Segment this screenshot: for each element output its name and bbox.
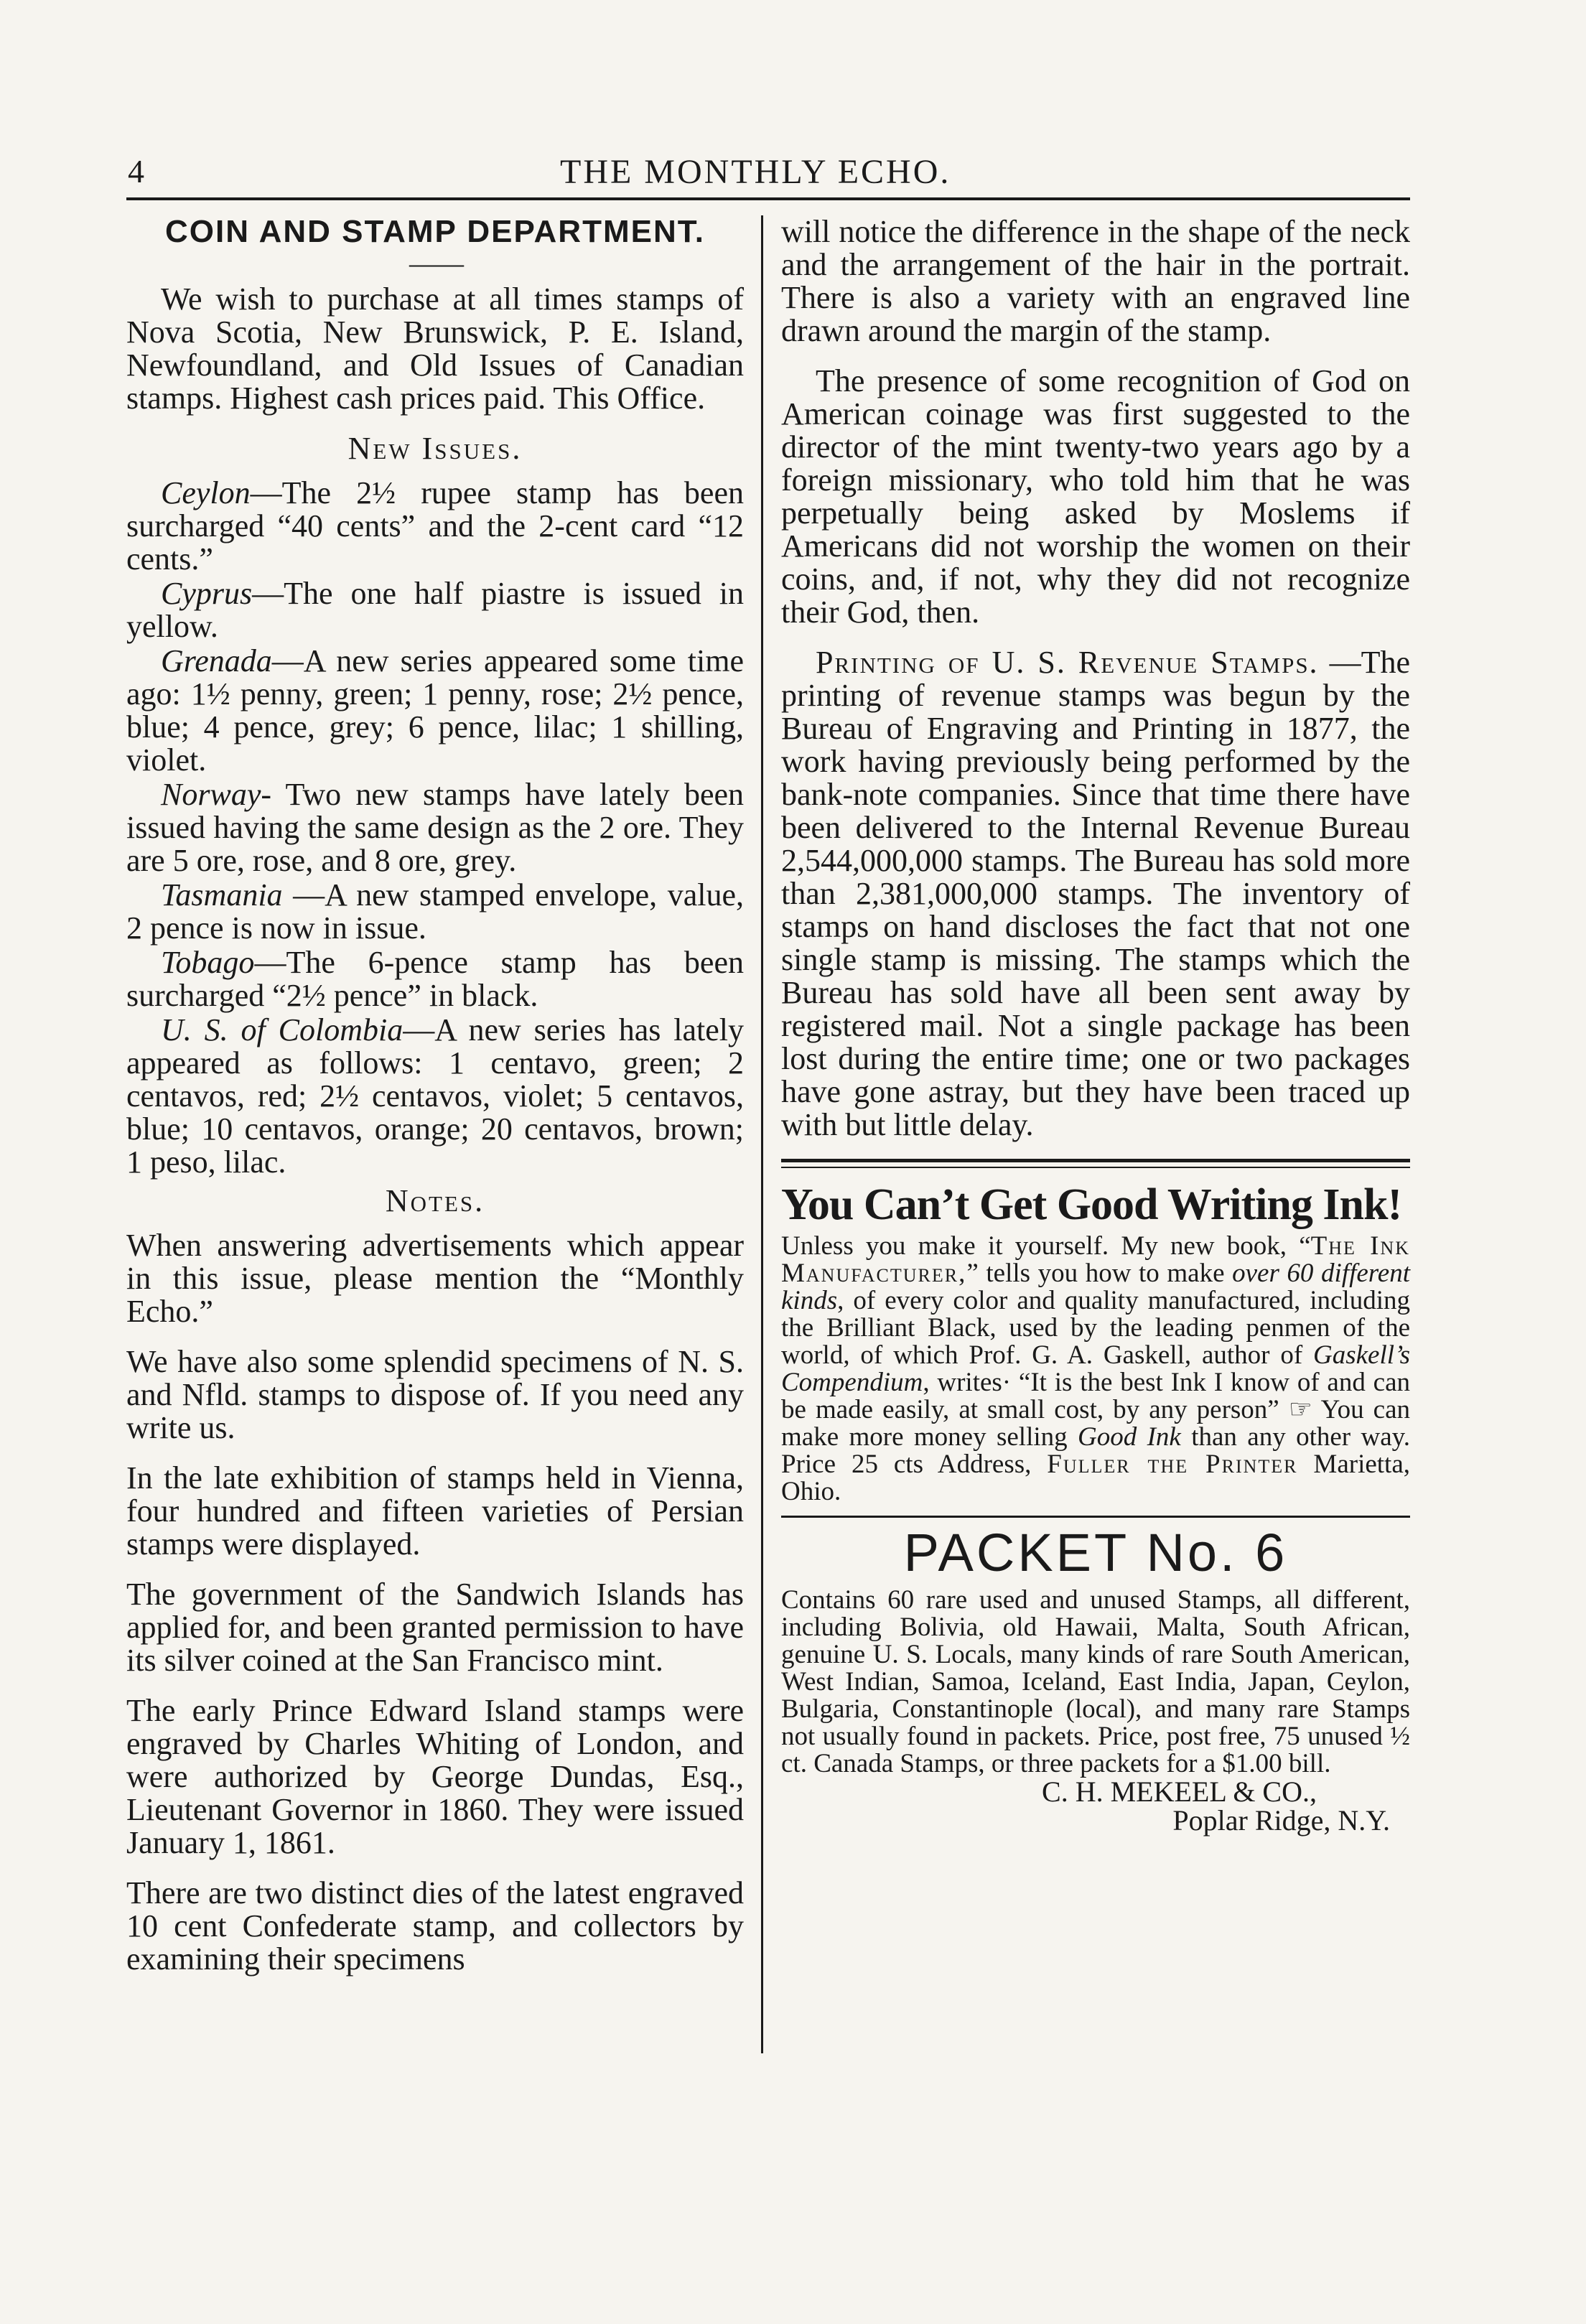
issue-text: A new series appeared some time ago: 1½ penny, green; 1 penny, rose; 2½ pence, blue; 4 pence, grey; 6 pence, lilac; 1 shilling, violet. xyxy=(126,643,744,778)
page-number: 4 xyxy=(128,153,144,190)
issue-colombia: U. S. of Colombia—A new series has lately appeared as follows: 1 centavo, green; 2 centavos, red; 2½ centavos, violet; 5 centavos, blue; 10 centavos, orange; 20 centavos, brown; 1 peso, lilac. xyxy=(126,1012,744,1180)
issue-name: Tasmania xyxy=(161,877,283,913)
advertiser-address: Poplar Ridge, N.Y. xyxy=(1172,1804,1390,1837)
issue-name: Grenada xyxy=(161,643,272,678)
ink-ad-body: Unless you make it yourself. My new book, “The Ink Manufacturer,” tells you how to make over 60 different kinds, of every color and quality manufactured, including the Brilliant Black, used by the leading penmen of the world, of which Prof. G. A. Gaskell, author of Gaskell’s Compendium, writes· “It is the best Ink I know of and can be made easily, at small cost, by any person” ☞ You can make more money selling Good Ink than any other way. Price 25 cts Address, Fuller the Printer Marietta, Ohio. xyxy=(781,1231,1411,1506)
issue-name: Tobago xyxy=(161,945,255,980)
issue-cyprus: Cyprus—The one half piastre is issued in yellow. xyxy=(126,576,744,644)
packet-advertisement xyxy=(781,1523,1410,1835)
right-column xyxy=(781,215,1410,1835)
revenue-stamps-article xyxy=(781,646,1410,1142)
issue-tasmania: Tasmania —A new stamped envelope, value, 2 pence is now in issue. xyxy=(126,877,744,946)
coinage-paragraph: The presence of some recognition of God on American coinage was first suggested to the director of the mint twenty-two years ago by a foreign missionary, who told him that he was perpetually being asked by Moslems if Americans did not worship the women on their coins, and, if not, why they did not recognize their God, then. xyxy=(781,363,1410,630)
new-issues-heading: New Issues. xyxy=(347,431,523,466)
note-paragraph: We have also some splendid specimens of N. S. and Nfld. stamps to dispose of. If you need any write us. xyxy=(126,1344,744,1445)
ink-ad-heading: You Can’t Get Good Writing Ink! xyxy=(781,1180,1402,1229)
issue-ceylon: Ceylon—The 2½ rupee stamp has been surcharged “40 cents” and the 2-cent card “12 cents.” xyxy=(126,475,744,577)
packet-ad-body: Contains 60 rare used and unused Stamps, all different, including Bolivia, old Hawaii, Malta, South African, genuine U. S. Locals, many kinds of rare South American, West Indian, Samoa, Iceland, East India, Japan, Ceylon, Bulgaria, Constantinople (local), and many rare Stamps not usually found in packets. Price, post free, 75 unused ½ ct. Canada Stamps, or three packets for a $1.00 bill. xyxy=(781,1585,1410,1778)
note-paragraph: In the late exhibition of stamps held in Vienna, four hundred and fifteen varieties of Persian stamps were displayed. xyxy=(126,1460,744,1562)
continued-paragraph: will notice the difference in the shape of the neck and the arrangement of the hair in the portrait. There is also a variety with an engraved line drawn around the margin of the stamp. xyxy=(781,214,1410,348)
masthead-title: THE MONTHLY ECHO. xyxy=(560,153,951,191)
packet-ad-heading: PACKET No. 6 xyxy=(903,1523,1288,1582)
issue-text: A new series has lately appeared as follows: 1 centavo, green; 2 centavos, red; 2½ centavos, violet; 5 centavos, blue; 10 centavos, orange; 20 centavos, brown; 1 peso, lilac. xyxy=(126,1012,744,1180)
note-paragraph: The early Prince Edward Island stamps were engraved by Charles Whiting of London, and were authorized by George Dundas, Esq., Lieutenant Governor in 1860. They were issued January 1, 1861. xyxy=(126,1693,744,1860)
title-dash: —— xyxy=(409,247,461,279)
issue-name: Ceylon xyxy=(161,475,251,510)
issue-norway: Norway- Two new stamps have lately been issued having the same design as the 2 ore. They are 5 ore, rose, and 8 ore, grey. xyxy=(126,777,745,878)
note-paragraph: There are two distinct dies of the latest engraved 10 cent Confederate stamp, and collectors by examining their specimens xyxy=(126,1875,744,1977)
issue-text: The one half piastre is issued in yellow. xyxy=(126,576,744,644)
article-heading: Printing of U. S. Revenue Stamps. xyxy=(816,645,1319,680)
article-body: —The printing of revenue stamps was begun by the Bureau of Engraving and Printing in 1877, the work having previously being performed by the bank-note companies. Since that time there have been delivered to the Internal Revenue Bureau 2,544,000,000 stamps. The Bureau has sold more than 2,381,000,000 stamps. The inventory of stamps on hand discloses the fact that not one single stamp is missing. The stamps which the Bureau has sold have all been sent away by registered mail. Not a single package has been lost during the entire time; one or two packages have gone astray, but they have been traced up with but little delay. xyxy=(781,645,1410,1142)
issue-text: The 2½ rupee stamp has been surcharged “40 cents” and the 2-cent card “12 cents.” xyxy=(126,475,744,577)
issue-text: Two new stamps have lately been issued having the same design as the 2 ore. They are 5 ore, rose, and 8 ore, grey. xyxy=(126,777,745,878)
advertiser-name: C. H. MEKEEL & CO., xyxy=(1042,1775,1317,1808)
note-paragraph: The government of the Sandwich Islands has applied for, and been granted permission to have its silver coined at the San Francisco mint. xyxy=(126,1577,744,1678)
advert-rule xyxy=(781,1516,1410,1518)
issue-grenada: Grenada—A new series appeared some time ago: 1½ penny, green; 1 penny, rose; 2½ pence, blue; 4 pence, grey; 6 pence, lilac; 1 shilling, violet. xyxy=(126,643,744,778)
section-title: COIN AND STAMP DEPARTMENT. xyxy=(165,214,705,249)
advert-rule xyxy=(781,1159,1410,1168)
notes-heading: Notes. xyxy=(385,1183,485,1218)
column-divider xyxy=(761,215,763,2053)
note-paragraph: When answering advertisements which appear in this issue, please mention the “Monthly Echo.” xyxy=(126,1228,744,1329)
issue-name: U. S. of Colombia xyxy=(161,1012,404,1047)
intro-paragraph: We wish to purchase at all times stamps of Nova Scotia, New Brunswick, P. E. Island, Newfoundland, and Old Issues of Canadian stamps. Highest cash prices paid. This Office. xyxy=(126,281,744,416)
left-column xyxy=(126,215,744,1993)
issue-tobago: Tobago—The 6-pence stamp has been surcharged “2½ pence” in black. xyxy=(126,945,744,1013)
issue-text: The 6-pence stamp has been surcharged “2½ pence” in black. xyxy=(126,945,744,1013)
ink-advertisement xyxy=(781,1180,1410,1506)
header-rule xyxy=(126,197,1410,200)
issue-name: Norway xyxy=(161,777,261,812)
issue-text: A new stamped envelope, value, 2 pence is now in issue. xyxy=(126,877,744,946)
issue-name: Cyprus xyxy=(161,576,253,611)
